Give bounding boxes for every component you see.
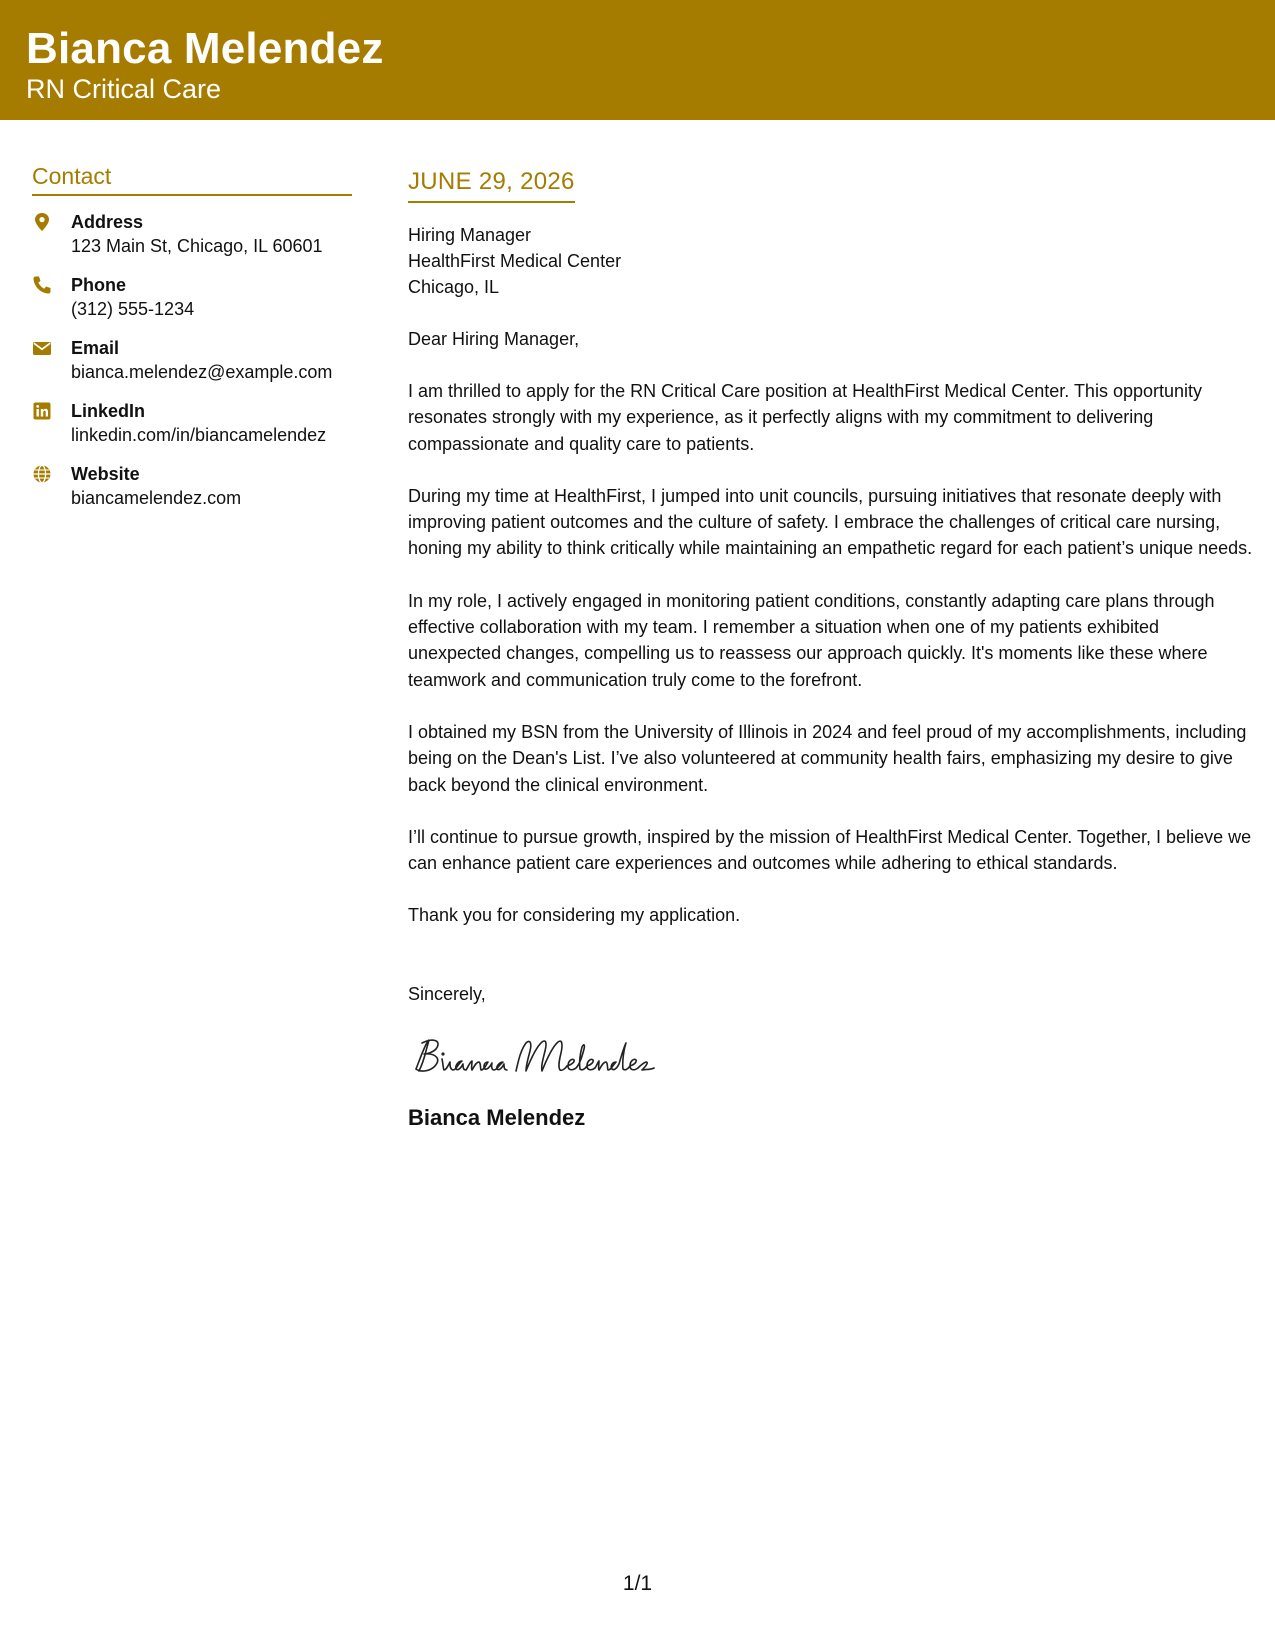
applicant-role: RN Critical Care: [26, 74, 222, 104]
header-banner: [0, 0, 1275, 120]
letter-paragraph: Thank you for considering my application.: [408, 905, 741, 926]
globe-icon: [32, 464, 52, 484]
contact-heading: Contact: [32, 160, 352, 196]
contact-label-email: Email: [71, 338, 120, 358]
letter-body: [408, 166, 1253, 1133]
envelope-icon: [32, 338, 52, 358]
map-pin-icon: [32, 212, 52, 232]
page-number: 1/1: [622, 1572, 653, 1595]
handwritten-signature: [408, 1029, 1253, 1089]
contact-value-email: bianca.melendez@example.com: [71, 362, 333, 382]
signer-name: Bianca Melendez: [408, 1104, 586, 1130]
recipient-line: Chicago, IL: [408, 277, 500, 297]
recipient-line: Hiring Manager: [408, 225, 532, 245]
phone-icon: [32, 275, 52, 295]
contact-value-website: biancamelendez.com: [71, 488, 242, 508]
contact-item-phone: [32, 273, 352, 336]
contact-item-address: [32, 210, 352, 273]
letter-paragraph: I’ll continue to pursue growth, inspired by the mission of HealthFirst Medical Center. Together, I believe we can enhance patient care experiences and outcomes while adhering to ethical standards.: [408, 826, 1252, 874]
contact-label-phone: Phone: [71, 275, 127, 295]
contact-item-email: [32, 336, 352, 399]
contact-label-address: Address: [71, 212, 144, 232]
contact-value-phone: (312) 555-1234: [71, 299, 195, 319]
contact-sidebar: [32, 160, 352, 525]
letter-date: JUNE 29, 2026: [408, 166, 575, 203]
letter-paragraph: I am thrilled to apply for the RN Critical Care position at HealthFirst Medical Center. This opportunity resonates strongly with my experience, as it perfectly aligns with my commitment to delivering compassionate and quality care to patients.: [408, 381, 1203, 454]
linkedin-icon: [32, 401, 52, 421]
contact-value-address: 123 Main St, Chicago, IL 60601: [71, 236, 323, 256]
letter-paragraph: I obtained my BSN from the University of Illinois in 2024 and feel proud of my accomplishments, including being on the Dean's List. I’ve also volunteered at community health fairs, emphasizing my desire to give back beyond the clinical environment.: [408, 721, 1247, 795]
recipient-block: [408, 222, 1253, 300]
contact-item-website: [32, 462, 352, 525]
contact-label-linkedin: LinkedIn: [71, 401, 146, 421]
letter-paragraph: In my role, I actively engaged in monitoring patient conditions, constantly adapting care plans through effective collaboration with my team. I remember a situation when one of my patients exhibited unexpected changes, compelling us to reassess our approach quickly. It's moments like these where teamwork and communication truly come to the forefront.: [408, 590, 1215, 690]
contact-value-linkedin: linkedin.com/in/biancamelendez: [71, 425, 327, 445]
letter-closing: Sincerely,: [408, 983, 486, 1004]
recipient-line: HealthFirst Medical Center: [408, 251, 622, 271]
salutation: Dear Hiring Manager,: [408, 329, 580, 349]
letter-paragraph: During my time at HealthFirst, I jumped into unit councils, pursuing initiatives that resonate deeply with improving patient outcomes and the culture of safety. I embrace the challenges of critical care nursing, honing my ability to think critically while maintaining an empathetic regard for each patient’s unique needs.: [408, 485, 1253, 559]
contact-item-linkedin: [32, 399, 352, 462]
applicant-name: Bianca Melendez: [26, 24, 384, 73]
contact-label-website: Website: [71, 464, 140, 484]
